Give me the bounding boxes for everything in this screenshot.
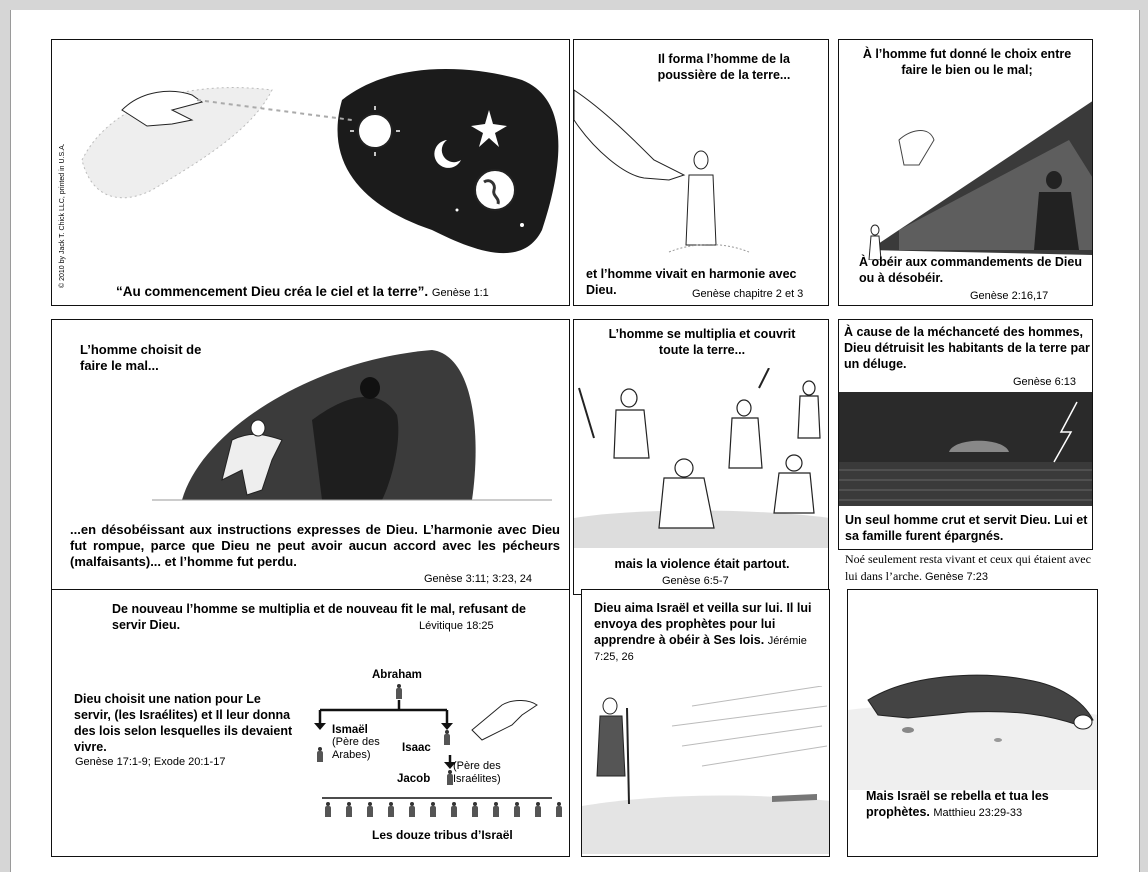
ref-jeremie-7-25: Jérémie 7:25, 26	[594, 635, 807, 663]
tree-ismael: Ismaël	[332, 724, 368, 736]
panel-violence	[573, 319, 829, 595]
caption-prophets-top: Dieu aima Israël et veilla sur lui. Il lui envoya des prophètes pour lui apprendre à obéir à Ses lois. Jérémie 7:25, 26	[594, 601, 812, 663]
caption-israel-top: De nouveau l’homme se multiplia et de nouveau fit le mal, refusant de servir Dieu.	[112, 602, 526, 632]
flood-illustration	[839, 392, 1093, 506]
panel-man-formed	[573, 39, 829, 306]
panel-creation	[51, 39, 570, 306]
ref-matthieu-23: Matthieu 23:29-33	[933, 807, 1023, 819]
violence-illustration	[574, 368, 829, 548]
ref-genese-6-13: Genèse 6:13	[1013, 376, 1076, 388]
caption-fall-top: L’homme choisit de faire le mal...	[80, 342, 202, 373]
caption-fall-bottom: ...en désobéissant aux instructions expresses de Dieu. L’harmonie avec Dieu fut rompue, parce que Dieu ne peut avoir aucun accord avec les pécheurs (malfaisants)... et l’homme fut perdu.	[70, 522, 560, 569]
tribe-figure	[450, 802, 458, 817]
tribe-figure	[471, 802, 479, 817]
choice-illustration	[839, 80, 1093, 260]
ref-genese-17-exode-20: Genèse 17:1-9; Exode 20:1-17	[75, 756, 226, 768]
ref-genese-chap-2-3: Genèse chapitre 2 et 3	[692, 288, 804, 300]
note-noah: Noé seulement resta vivant et ceux qui étaient avec lui dans l’arche. Genèse 7:23	[845, 552, 1091, 583]
isaac-figure	[443, 730, 451, 745]
tribe-figure	[534, 802, 542, 817]
tribe-figure	[387, 802, 395, 817]
slain-prophet-illustration	[848, 630, 1098, 790]
caption-israel-left: Dieu choisit une nation pour Le servir, (les Israélites) et Il leur donna des lois selon lesquelles ils devaient vivre.	[74, 692, 293, 754]
tribe-figure	[324, 802, 332, 817]
tribe-figure	[345, 802, 353, 817]
jacob-figure	[446, 770, 454, 785]
ref-genese-2-16: Genèse 2:16,17	[970, 290, 1049, 302]
panel-choice	[838, 39, 1093, 306]
caption-rebellion: Mais Israël se rebella et tua les prophètes. Matthieu 23:29-33	[866, 789, 1049, 819]
ref-genese-7-23: Genèse 7:23	[924, 571, 988, 583]
fall-illustration	[52, 330, 570, 510]
caption-choice-bottom: À obéir aux commandements de Dieu ou à désobéir.	[859, 255, 1082, 285]
tribe-figure	[429, 802, 437, 817]
tree-isaac: Isaac	[402, 742, 431, 754]
tree-jacob-note: (Père des Israélites)	[453, 760, 501, 785]
caption-violence-top: L’homme se multiplia et couvrit toute la terre...	[608, 327, 796, 357]
panel-israel-chosen	[51, 589, 570, 857]
panel-fall	[51, 319, 570, 595]
ref-genese-6-5: Genèse 6:5-7	[662, 575, 729, 587]
tribe-figure	[492, 802, 500, 817]
prophet-illustration	[582, 686, 830, 854]
caption-violence-bottom: mais la violence était partout.	[614, 557, 790, 571]
caption-creation: “Au commencement Dieu créa le ciel et la terre”. Genèse 1:1	[116, 284, 489, 299]
tribe-figure	[408, 802, 416, 817]
tribe-figure	[555, 802, 563, 817]
tree-tribes-label: Les douze tribus d’Israël	[372, 828, 513, 842]
tribe-figure	[513, 802, 521, 817]
tree-ismael-note: (Père des Arabes)	[332, 736, 380, 761]
creation-illustration	[52, 40, 570, 275]
ismael-figure	[316, 747, 324, 762]
panel-rebellion	[847, 589, 1098, 857]
caption-flood-top: À cause de la méchanceté des hommes, Dieu détruisit les habitants de la terre par un déluge.	[844, 325, 1090, 371]
ref-genese-1-1: Genèse 1:1	[431, 287, 489, 299]
ref-levitique-18-25: Lévitique 18:25	[419, 620, 494, 632]
comic-page	[10, 10, 1140, 872]
tree-jacob: Jacob	[397, 773, 431, 785]
caption-man-formed-top: Il forma l’homme de la poussière de la terre...	[657, 52, 791, 82]
panel-prophets-sent	[581, 589, 830, 857]
pointing-hand-and-man-illustration	[574, 80, 829, 270]
caption-man-formed-bottom: et l’homme vivait en harmonie avec Dieu.	[586, 267, 797, 297]
caption-choice-top: À l’homme fut donné le choix entre faire le bien ou le mal;	[862, 47, 1072, 77]
panel-flood	[838, 319, 1093, 550]
ref-genese-3-11: Genèse 3:11; 3:23, 24	[424, 573, 533, 585]
tribe-figure	[366, 802, 374, 817]
copyright-notice: © 2010 by Jack T. Chick LLC, printed in U.S.A.	[59, 143, 66, 288]
tree-abraham: Abraham	[372, 669, 422, 681]
caption-flood-bottom: Un seul homme crut et servit Dieu. Lui et sa famille furent épargnés.	[845, 513, 1088, 543]
